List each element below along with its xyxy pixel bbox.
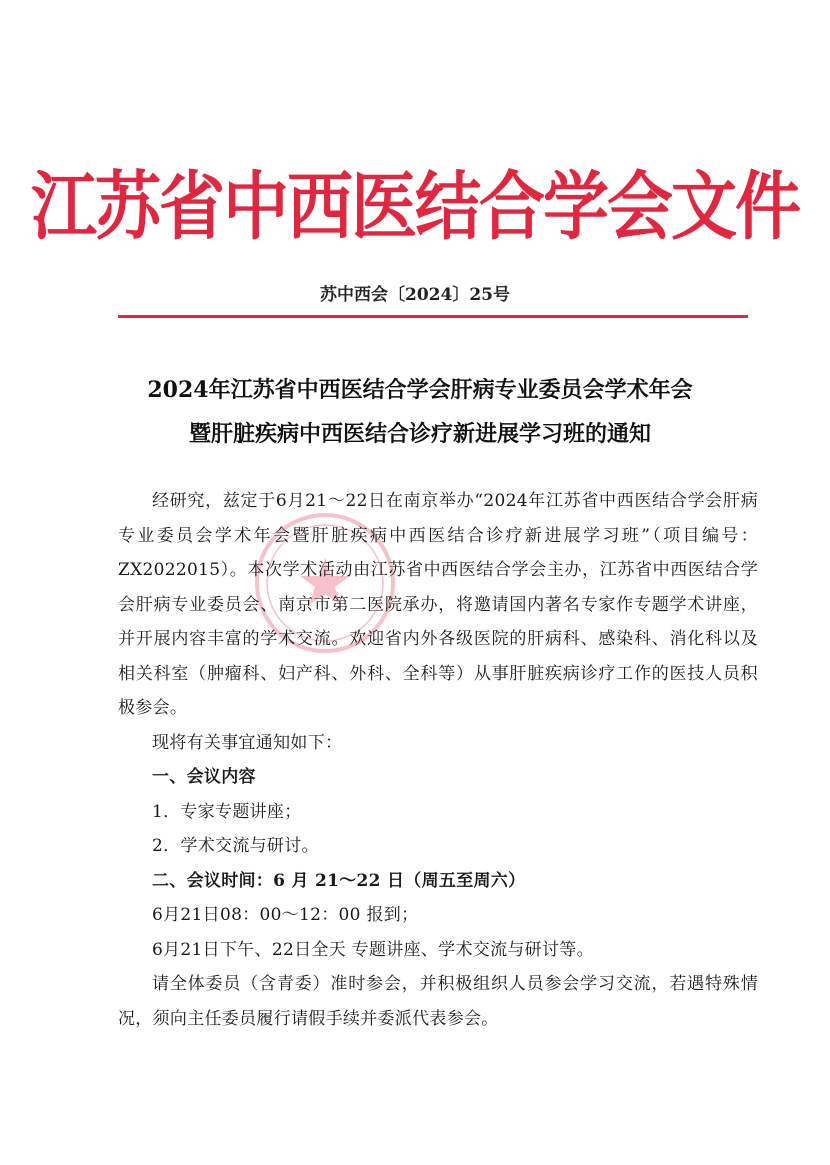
section-1-item: 2．学术交流与研讨。 xyxy=(152,836,319,856)
schedule-line: 6月21日08：00～12：00 报到； xyxy=(152,905,419,925)
header-red-rule xyxy=(118,315,748,318)
notice-title xyxy=(90,368,750,456)
notice-title-line-1: 2024年江苏省中西医结合学会肝病专业委员会学术年会 xyxy=(147,377,693,403)
section-1-heading: 一、会议内容 xyxy=(152,767,256,787)
section-1-item: 1．专家专题讲座； xyxy=(152,801,302,822)
closing-paragraph: 请全体委员（含青委）准时参会，并积极组织人员参会学习交流，若遇特殊情况，须向主任委员履行请假手续并委派代表参会。 xyxy=(118,974,758,1029)
section-2-heading: 二、会议时间：6 月 21～22 日（周五至周六） xyxy=(152,870,526,891)
body-text xyxy=(118,484,758,1036)
notice-title-line-2: 暨肝脏疾病中西医结合诊疗新进展学习班的通知 xyxy=(188,421,651,447)
org-header-title: 江苏省中西医结合学会文件 xyxy=(31,162,799,250)
schedule-line: 6月21日下午、22日全天 专题讲座、学术交流与研讨等。 xyxy=(152,939,594,960)
document-number: 苏中西会〔2024〕25号 xyxy=(320,285,510,305)
intro-paragraph: 经研究，兹定于6月21～22日在南京举办“2024年江苏省中西医结合学会肝病专业委员会学术年会暨肝脏疾病中西医结合诊疗新进展学习班”（项目编号：ZX2022015）。本次学术活动由江苏省中西医结合学会主办，江苏省中西医结合学会肝病专业委员会、南京市第二医院承办，将邀请国内著名专家作专题学术讲座，并开展内容丰富的学术交流。欢迎省内外各级医院的肝病科、感染科、消化科以及相关科室（肿瘤科、妇产科、外科、全科等）从事肝脏疾病诊疗工作的医技人员积极参会。 xyxy=(118,491,758,718)
notice-line: 现将有关事宜通知如下： xyxy=(152,732,343,753)
